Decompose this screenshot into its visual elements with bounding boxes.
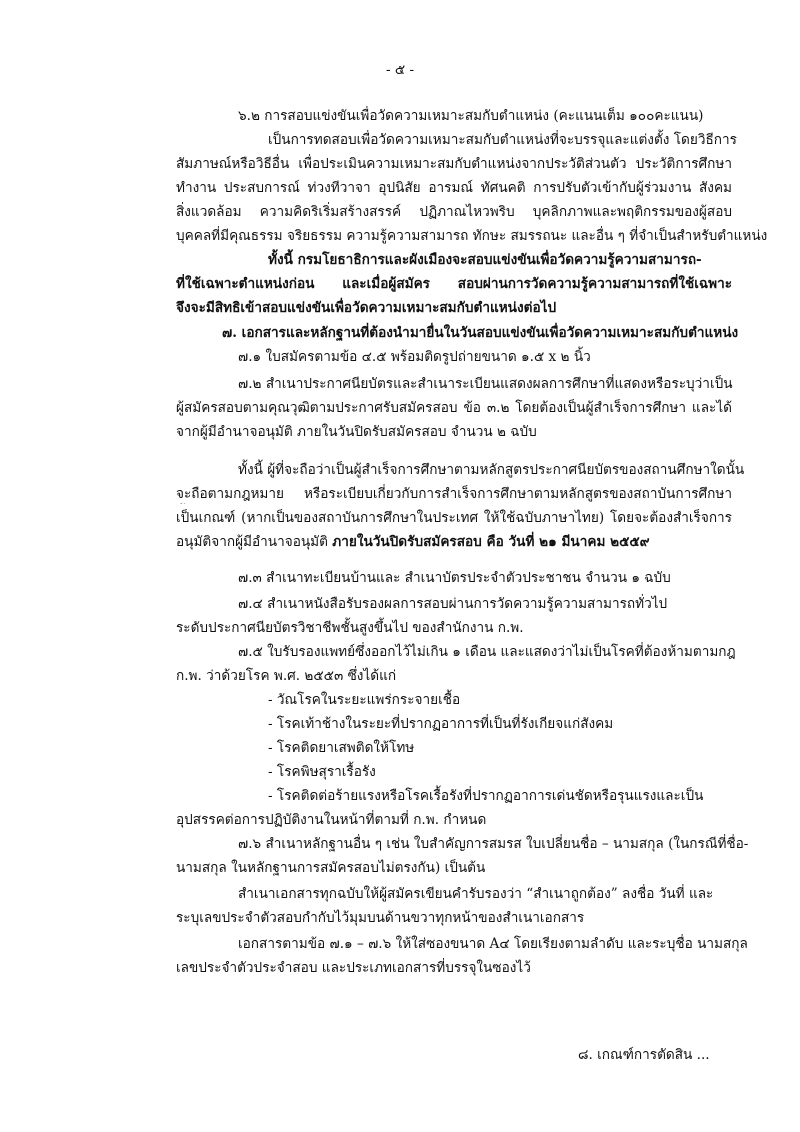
note-7-2-line: เป็นเกณฑ์ (หากเป็นของสถาบันการศึกษาในประเทศ ให้ใช้ฉบับภาษาไทย) โดยจะต้องสำเร็จการ xyxy=(176,510,732,526)
item-7-1: ๗.๑ ใบสมัครตามข้อ ๔.๕ พร้อมติดรูปถ่ายขนาด ๑.๕ x ๒ นิ้ว xyxy=(238,349,591,365)
section-6-2-line: ทำงาน ประสบการณ์ ท่วงทีวาจา อุปนิสัย อารมณ์ ทัศนคติ การปรับตัวเข้ากับผู้ร่วมงาน สังคม xyxy=(176,180,732,196)
item-7-4-line: ๗.๔ สำเนาหนังสือรับรองผลการสอบผ่านการวัดความรู้ความสามารถทั่วไป xyxy=(238,596,668,612)
item-7-2-line: ผู้สมัครสอบตามคุณวุฒิตามประกาศรับสมัครสอบ ข้อ ๓.๒ โดยต้องเป็นผู้สำเร็จการศึกษา และได้ xyxy=(176,400,732,416)
section-6-2-line: สัมภาษณ์หรือวิธีอื่น เพื่อประเมินความเหมาะสมกับตำแหน่งจากประวัติส่วนตัว ประวัติการศึกษา xyxy=(176,156,732,172)
copy-note-line: สำเนาเอกสารทุกฉบับให้ผู้สมัครเขียนคำรับรองว่า “สำเนาถูกต้อง” ลงชื่อ วันที่ และ xyxy=(238,886,714,902)
section-6-2-bold-line: ทั้งนี้ กรมโยธาธิการและผังเมืองจะสอบแข่งขันเพื่อวัดความรู้ความสามารถ- xyxy=(268,252,702,268)
envelope-note-line: เอกสารตามข้อ ๗.๑ – ๗.๖ ให้ใส่ซองขนาด A๔ โดยเรียงตามลำดับ และระบุชื่อ นามสกุล xyxy=(238,936,748,952)
section-7-heading: ๗. เอกสารและหลักฐานที่ต้องนำมายื่นในวันสอบแข่งขันเพื่อวัดความเหมาะสมกับตำแหน่ง xyxy=(222,325,739,341)
note-7-2-last-line xyxy=(176,532,650,552)
envelope-note-line: เลขประจำตัวประจำสอบ และประเภทเอกสารที่บรรจุในซองไว้ xyxy=(176,960,531,976)
item-7-6-line: ๗.๖ สำเนาหลักฐานอื่น ๆ เช่น ใบสำคัญการสมรส ใบเปลี่ยนชื่อ – นามสกุล (ในกรณีที่ชื่อ- xyxy=(238,836,749,852)
disease-tail: อุปสรรคต่อการปฏิบัติงานในหน้าที่ตามที่ ก.พ. กำหนด xyxy=(176,812,487,828)
page-number: - ๕ - xyxy=(385,62,415,78)
section-6-2-bold-line: ที่ใช้เฉพาะตำแหน่งก่อน และเมื่อผู้สมัคร สอบผ่านการวัดความรู้ความสามารถที่ใช้เฉพาะ xyxy=(176,276,732,292)
disease-list-item: - โรคพิษสุราเรื้อรัง xyxy=(268,764,376,780)
disease-list-item: - วัณโรคในระยะแพร่กระจายเชื้อ xyxy=(268,692,461,708)
note-7-2-line: จะถือตามกฎหมาย หรือระเบียบเกี่ยวกับการสำเร็จการศึกษาตามหลักสูตรของสถาบันการศึกษา xyxy=(176,486,732,502)
section-6-2-heading: ๖.๒ การสอบแข่งขันเพื่อวัดความเหมาะสมกับตำแหน่ง (คะแนนเต็ม ๑๐๐คะแนน) xyxy=(238,108,704,124)
note-7-2-last-normal: อนุมัติจากผู้มีอำนาจอนุมัติ xyxy=(176,534,333,550)
next-page-reference: ๘. เกณฑ์การตัดสิน ... xyxy=(578,1047,710,1063)
note-7-2-closing-date: ภายในวันปิดรับสมัครสอบ คือ วันที่ ๒๑ มีนาคม ๒๕๕๙ xyxy=(332,534,650,550)
item-7-5-line: ก.พ. ว่าด้วยโรค พ.ศ. ๒๕๕๓ ซึ่งได้แก่ xyxy=(176,668,397,684)
section-6-2-line: สิ่งแวดล้อม ความคิดริเริ่มสร้างสรรค์ ปฏิภาณไหวพริบ บุคลิกภาพและพฤติกรรมของผู้สอบ xyxy=(176,204,732,220)
item-7-4-line: ระดับประกาศนียบัตรวิชาชีพชั้นสูงขึ้นไป ของสำนักงาน ก.พ. xyxy=(176,620,524,636)
copy-note-line: ระบุเลขประจำตัวสอบกำกับไว้มุมบนด้านขวาทุกหน้าของสำเนาเอกสาร xyxy=(176,910,585,926)
item-7-3: ๗.๓ สำเนาทะเบียนบ้านและ สำเนาบัตรประจำตัวประชาชน จำนวน ๑ ฉบับ xyxy=(238,570,671,586)
item-7-2-line: จากผู้มีอำนาจอนุมัติ ภายในวันปิดรับสมัครสอบ จำนวน ๒ ฉบับ xyxy=(176,424,537,440)
disease-list-item: - โรคติดยาเสพติดให้โทษ xyxy=(268,740,415,756)
section-6-2-line: เป็นการทดสอบเพื่อวัดความเหมาะสมกับตำแหน่งที่จะบรรจุและแต่งตั้ง โดยวิธีการ xyxy=(268,132,737,148)
disease-list-item: - โรคติดต่อร้ายแรงหรือโรคเรื้อรังที่ปรากฏอาการเด่นชัดหรือรุนแรงและเป็น xyxy=(268,788,704,804)
section-6-2-bold-line: จึงจะมีสิทธิเข้าสอบแข่งขันเพื่อวัดความเหมาะสมกับตำแหน่งต่อไป xyxy=(176,300,557,316)
note-7-2-line: ทั้งนี้ ผู้ที่จะถือว่าเป็นผู้สำเร็จการศึกษาตามหลักสูตรประกาศนียบัตรของสถานศึกษาใดนั้น xyxy=(238,462,745,478)
disease-list-item: - โรคเท้าช้างในระยะที่ปรากฏอาการที่เป็นที่รังเกียจแก่สังคม xyxy=(268,716,614,732)
item-7-2-line: ๗.๒ สำเนาประกาศนียบัตรและสำเนาระเบียนแสดงผลการศึกษาที่แสดงหรือระบุว่าเป็น xyxy=(238,376,733,392)
item-7-5-line: ๗.๕ ใบรับรองแพทย์ซึ่งออกไว้ไม่เกิน ๑ เดือน และแสดงว่าไม่เป็นโรคที่ต้องห้ามตามกฎ xyxy=(238,644,736,660)
item-7-6-line: นามสกุล ในหลักฐานการสมัครสอบไม่ตรงกัน) เป็นต้น xyxy=(176,860,486,876)
section-6-2-line: บุคคลที่มีคุณธรรม จริยธรรม ความรู้ความสามารถ ทักษะ สมรรถนะ และอื่น ๆ ที่จำเป็นสำหรับตำแหน่ง xyxy=(176,228,768,244)
